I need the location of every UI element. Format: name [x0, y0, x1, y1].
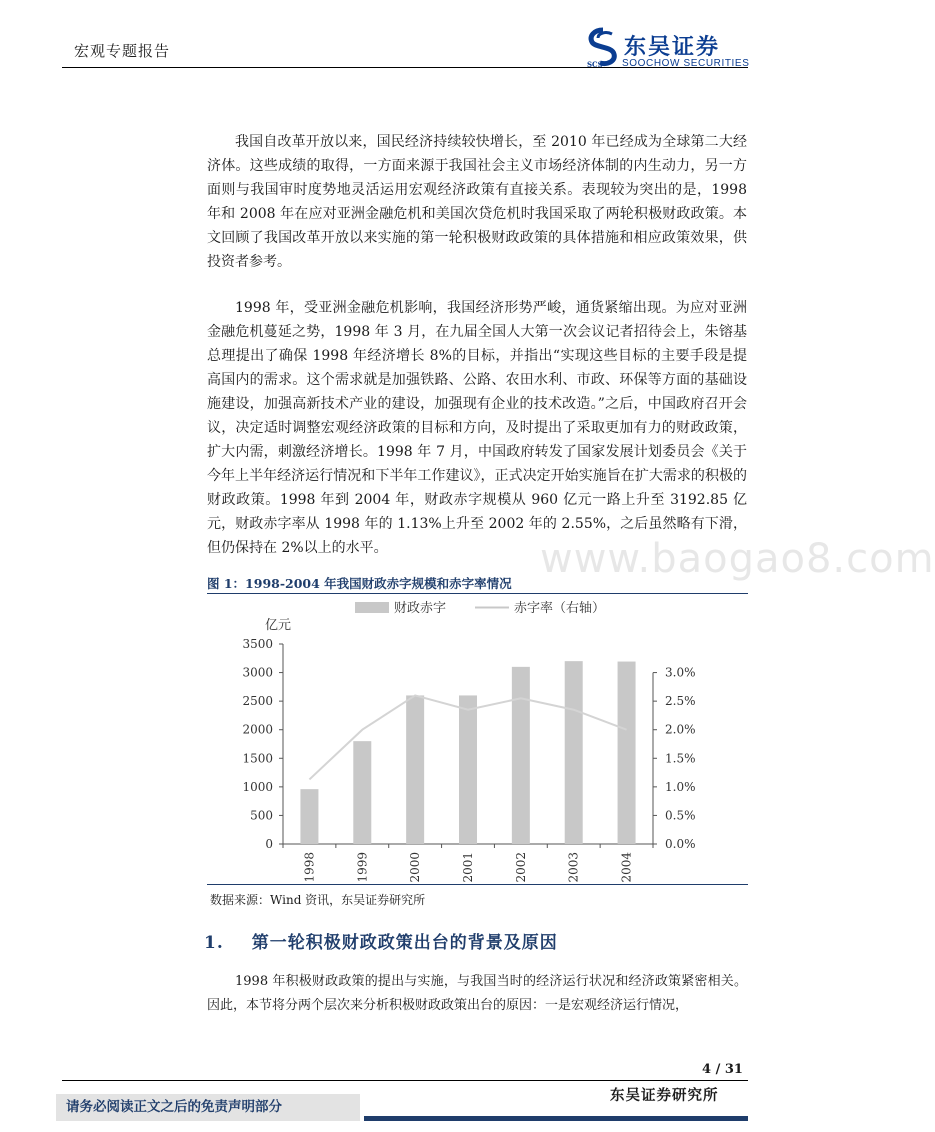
- deficit-bar-2000: [406, 695, 424, 844]
- logo-english-name: SOOCHOW SECURITIES: [622, 58, 750, 69]
- left-tick-label: 0: [265, 837, 273, 851]
- bar-series: [300, 661, 635, 844]
- disclaimer-notice: 请务必阅读正文之后的免责声明部分: [56, 1094, 360, 1121]
- x-axis-labels: [283, 844, 653, 883]
- institute-name: 东吴证券研究所: [610, 1087, 719, 1104]
- section-number: 1.: [204, 933, 224, 953]
- logo-icon: [586, 28, 620, 68]
- right-tick-label: 0.0%: [665, 837, 696, 851]
- company-logo: [584, 28, 754, 74]
- deficit-bar-2002: [512, 667, 530, 844]
- x-tick-label: 2002: [513, 852, 528, 883]
- logo-mark-text: SCS: [587, 60, 603, 69]
- left-tick-label: 2000: [242, 722, 273, 737]
- footer-stripe: [364, 1116, 748, 1121]
- deficit-bar-2001: [459, 695, 477, 844]
- left-tick-label: 1000: [242, 779, 273, 794]
- page-number: 4 / 31: [702, 1062, 743, 1077]
- deficit-bar-2004: [618, 662, 636, 844]
- section-heading: [204, 928, 558, 953]
- section-title: 第一轮积极财政政策出台的背景及原因: [251, 933, 558, 953]
- x-tick-label: 2003: [566, 852, 581, 883]
- figure-caption: 图 1：1998-2004 年我国财政赤字规模和赤字率情况: [207, 576, 512, 591]
- figure-bottom-rule: [207, 884, 748, 885]
- right-tick-label: 2.5%: [665, 694, 696, 709]
- right-tick-label: 0.5%: [665, 808, 696, 823]
- left-axis: [242, 637, 283, 851]
- paragraph-intro: 我国自改革开放以来，国民经济持续较快增长，至 2010 年已经成为全球第二大经济体。这些成绩的取得，一方面来源于我国社会主义市场经济体制的内生动力，另一方面则与我国审时度势地灵活运用宏观经济政策有直接关系。表现较为突出的是，1998 年和 2008 年在应对亚洲金融危机和美国次贷危机时我国采取了两轮积极财政政策。本文回顾了我国改革开放以来实施的第一轮积极财政政策的具体措施和相应政策效果，供投资者参考。: [207, 134, 747, 270]
- left-tick-label: 3000: [242, 665, 273, 680]
- legend-bar-label: 财政赤字: [394, 601, 447, 616]
- x-tick-label: 1998: [302, 852, 317, 883]
- legend-bar-swatch: [355, 602, 389, 613]
- left-tick-label: 500: [250, 808, 273, 823]
- left-tick-label: 1500: [242, 751, 273, 766]
- figure-source: 数据来源：Wind 资讯，东吴证券研究所: [210, 893, 426, 907]
- watermark: www.baogao8.com: [540, 536, 935, 582]
- figure-top-rule: [207, 593, 748, 594]
- left-tick-label: 2500: [242, 694, 273, 709]
- report-type: 宏观专题报告: [74, 42, 171, 60]
- deficit-bar-2003: [565, 661, 583, 844]
- y-axis-unit-label: 亿元: [265, 618, 292, 633]
- x-tick-label: 2004: [619, 852, 634, 883]
- right-tick-label: 3.0%: [665, 665, 696, 680]
- footer-divider: [62, 1080, 748, 1081]
- right-tick-label: 2.0%: [665, 722, 696, 737]
- right-tick-label: 1.5%: [665, 751, 696, 766]
- deficit-bar-1998: [300, 789, 318, 844]
- logo-chinese-name: 东吴证券: [624, 35, 721, 60]
- deficit-bar-1999: [353, 741, 371, 844]
- legend-line-label: 赤字率（右轴）: [514, 601, 606, 616]
- chart-legend: [355, 600, 605, 616]
- paragraph-section-intro: 1998 年积极财政政策的提出与实施，与我国当时的经济运行状况和经济政策紧密相关。因此，本节将分两个层次来分析积极财政政策出台的原因：一是宏观经济运行情况，: [207, 974, 747, 1013]
- left-tick-label: 3500: [242, 637, 273, 651]
- x-tick-label: 2001: [461, 852, 475, 883]
- x-tick-label: 1999: [355, 852, 370, 883]
- deficit-chart: [207, 596, 748, 882]
- right-tick-label: 1.0%: [665, 779, 696, 794]
- paragraph-1998-policy: 1998 年，受亚洲金融危机影响，我国经济形势严峻，通货紧缩出现。为应对亚洲金融危机蔓延之势，1998 年 3 月，在九届全国人大第一次会议记者招待会上，朱镕基总理提出了确保 1998 年经济增长 8%的目标，并指出“实现这些目标的主要手段是提高国内的需求。这个需求就是加强铁路、公路、农田水利、市政、环保等方面的基础设施建设，加强高新技术产业的建设，加强现有企业的技术改造。”之后，中国政府召开会议，决定适时调整宏观经济政策的目标和方向，及时提出了采取更加有力的财政政策，扩大内需，刺激经济增长。1998 年 7 月，中国政府转发了国家发展计划委员会《关于今年上半年经济运行情况和下半年工作建议》，正式决定开始实施旨在扩大需求的积极的财政政策。1998 年到 2004 年，财政赤字规模从 960 亿元一路上升至 3192.85 亿元，财政赤字率从 1998 年的 1.13%上升至 2002 年的 2.55%，之后虽然略有下滑，但仍保持在 2%以上的水平。: [207, 300, 747, 556]
- x-tick-label: 2000: [408, 852, 423, 883]
